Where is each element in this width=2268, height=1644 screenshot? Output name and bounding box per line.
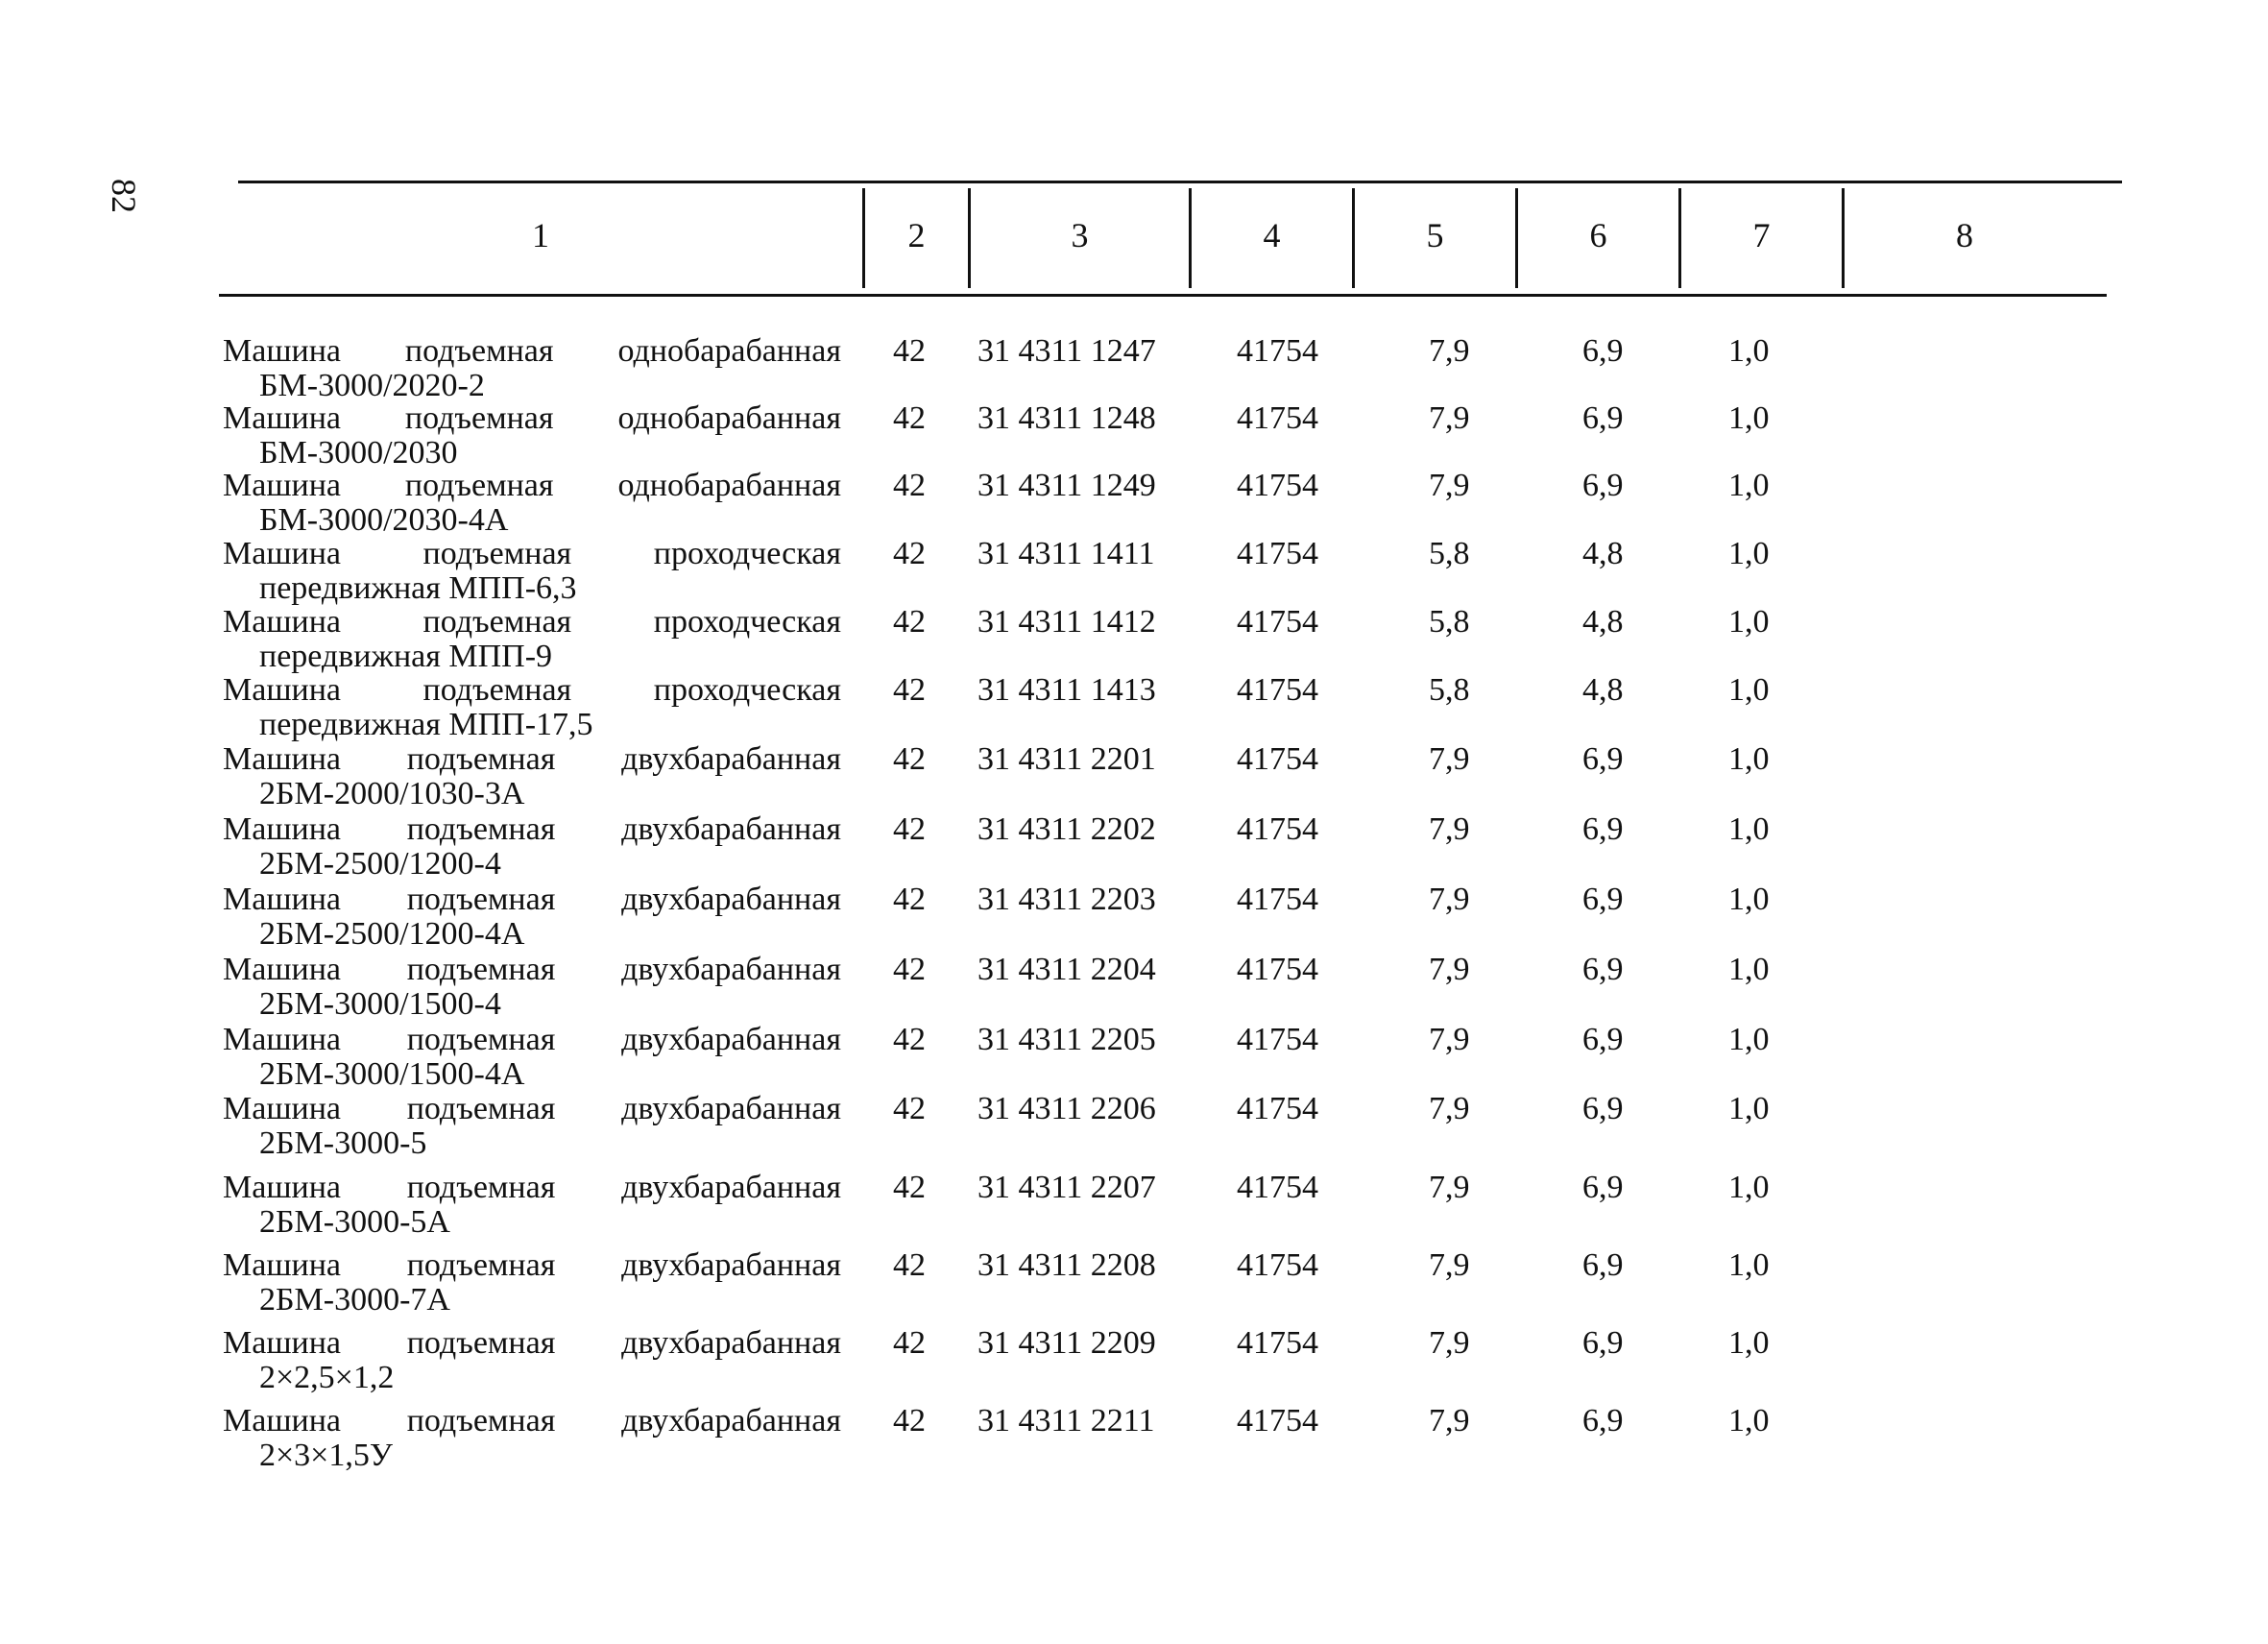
cell-col-6: 6,9 xyxy=(1582,1091,1624,1126)
cell-col-2: 42 xyxy=(893,400,926,436)
cell-col-4: 41754 xyxy=(1237,1247,1318,1283)
name-word: подъемная xyxy=(404,400,554,436)
cell-col-3: 31 4311 2207 xyxy=(977,1170,1156,1205)
name-word: Машина xyxy=(223,536,341,571)
table-row xyxy=(0,469,2268,536)
header-col-4: 4 xyxy=(1263,216,1281,254)
cell-col-6: 6,9 xyxy=(1582,468,1624,503)
cell-col-7: 1,0 xyxy=(1728,952,1770,987)
name-word: проходческая xyxy=(653,536,841,571)
name-word: Машина xyxy=(223,741,341,777)
table-row xyxy=(0,673,2268,740)
cell-col-6: 6,9 xyxy=(1582,882,1624,917)
name-word: двухбарабанная xyxy=(621,1403,841,1438)
cell-col-7: 1,0 xyxy=(1728,1091,1770,1126)
name-word: подъемная xyxy=(406,1022,556,1057)
name-word: подъемная xyxy=(406,1403,556,1438)
name-word: двухбарабанная xyxy=(621,1091,841,1126)
cell-col-7: 1,0 xyxy=(1728,400,1770,436)
cell-col-4: 41754 xyxy=(1237,952,1318,987)
cell-col-6: 6,9 xyxy=(1582,952,1624,987)
cell-col-7: 1,0 xyxy=(1728,1170,1770,1205)
machine-name xyxy=(223,673,841,742)
cell-col-7: 1,0 xyxy=(1728,1403,1770,1438)
cell-col-5: 7,9 xyxy=(1429,952,1470,987)
cell-col-3: 31 4311 1249 xyxy=(977,468,1156,503)
name-word: Машина xyxy=(223,468,341,503)
machine-name xyxy=(223,812,841,882)
name-word: подъемная xyxy=(406,741,556,777)
table-row xyxy=(0,605,2268,672)
cell-col-6: 4,8 xyxy=(1582,536,1624,571)
cell-col-6: 4,8 xyxy=(1582,672,1624,708)
machine-name xyxy=(223,537,841,606)
cell-col-5: 7,9 xyxy=(1429,333,1470,369)
name-word: Машина xyxy=(223,811,341,847)
header-bottom-rule xyxy=(219,294,2107,297)
cell-col-5: 7,9 xyxy=(1429,1022,1470,1057)
name-word: двухбарабанная xyxy=(621,741,841,777)
cell-col-3: 31 4311 1248 xyxy=(977,400,1156,436)
cell-col-4: 41754 xyxy=(1237,604,1318,640)
cell-col-3: 31 4311 1413 xyxy=(977,672,1156,708)
name-word: двухбарабанная xyxy=(621,811,841,847)
name-word: подъемная xyxy=(404,468,554,503)
machine-model: 2БМ-3000-5 xyxy=(259,1125,427,1161)
cell-col-7: 1,0 xyxy=(1728,672,1770,708)
cell-col-6: 6,9 xyxy=(1582,1403,1624,1438)
name-word: двухбарабанная xyxy=(621,1170,841,1205)
cell-col-2: 42 xyxy=(893,1091,926,1126)
cell-col-4: 41754 xyxy=(1237,811,1318,847)
cell-col-4: 41754 xyxy=(1237,333,1318,369)
page-number: 82 xyxy=(105,179,143,213)
cell-col-3: 31 4311 1411 xyxy=(977,536,1155,571)
machine-model: передвижная МПП-17,5 xyxy=(259,707,593,742)
cell-col-5: 5,8 xyxy=(1429,536,1470,571)
cell-col-2: 42 xyxy=(893,604,926,640)
machine-model: 2×2,5×1,2 xyxy=(259,1360,395,1395)
table-row xyxy=(0,1023,2268,1090)
table-top-rule xyxy=(238,181,2122,183)
name-word: подъемная xyxy=(422,536,572,571)
cell-col-6: 4,8 xyxy=(1582,604,1624,640)
cell-col-6: 6,9 xyxy=(1582,1325,1624,1361)
machine-name xyxy=(223,1171,841,1240)
cell-col-2: 42 xyxy=(893,952,926,987)
cell-col-5: 5,8 xyxy=(1429,672,1470,708)
cell-col-4: 41754 xyxy=(1237,1022,1318,1057)
machine-model: передвижная МПП-9 xyxy=(259,639,553,674)
name-word: подъемная xyxy=(406,1247,556,1283)
table-row xyxy=(0,1248,2268,1316)
cell-col-5: 7,9 xyxy=(1429,741,1470,777)
machine-model: 2×3×1,5У xyxy=(259,1438,393,1473)
cell-col-4: 41754 xyxy=(1237,1170,1318,1205)
cell-col-6: 6,9 xyxy=(1582,1170,1624,1205)
name-word: подъемная xyxy=(406,1091,556,1126)
cell-col-5: 7,9 xyxy=(1429,1170,1470,1205)
cell-col-5: 7,9 xyxy=(1429,1091,1470,1126)
cell-col-4: 41754 xyxy=(1237,741,1318,777)
machine-name xyxy=(223,742,841,811)
machine-name xyxy=(223,605,841,674)
cell-col-5: 7,9 xyxy=(1429,811,1470,847)
cell-col-3: 31 4311 2201 xyxy=(977,741,1156,777)
name-word: проходческая xyxy=(653,604,841,640)
name-word: Машина xyxy=(223,400,341,436)
header-col-7: 7 xyxy=(1752,216,1771,254)
cell-col-2: 42 xyxy=(893,882,926,917)
name-word: Машина xyxy=(223,1403,341,1438)
table-row xyxy=(0,1092,2268,1159)
name-word: двухбарабанная xyxy=(621,1325,841,1361)
machine-name xyxy=(223,1023,841,1092)
header-col-3: 3 xyxy=(1071,216,1089,254)
cell-col-7: 1,0 xyxy=(1728,536,1770,571)
name-word: Машина xyxy=(223,333,341,369)
table-row xyxy=(0,882,2268,950)
name-word: подъемная xyxy=(406,952,556,987)
cell-col-7: 1,0 xyxy=(1728,1022,1770,1057)
name-word: однобарабанная xyxy=(617,400,841,436)
cell-col-3: 31 4311 1247 xyxy=(977,333,1156,369)
machine-model: 2БМ-2500/1200-4 xyxy=(259,846,501,882)
table-row xyxy=(0,812,2268,880)
machine-name xyxy=(223,1326,841,1395)
cell-col-3: 31 4311 2208 xyxy=(977,1247,1156,1283)
name-word: Машина xyxy=(223,952,341,987)
header-col-2: 2 xyxy=(907,216,926,254)
cell-col-7: 1,0 xyxy=(1728,468,1770,503)
name-word: подъемная xyxy=(422,604,572,640)
machine-name xyxy=(223,334,841,403)
cell-col-4: 41754 xyxy=(1237,400,1318,436)
header-col-1: 1 xyxy=(532,216,549,254)
cell-col-2: 42 xyxy=(893,672,926,708)
name-word: двухбарабанная xyxy=(621,882,841,917)
cell-col-3: 31 4311 1412 xyxy=(977,604,1156,640)
machine-name xyxy=(223,469,841,538)
cell-col-5: 5,8 xyxy=(1429,604,1470,640)
cell-col-6: 6,9 xyxy=(1582,400,1624,436)
cell-col-2: 42 xyxy=(893,1325,926,1361)
name-word: проходческая xyxy=(653,672,841,708)
name-word: подъемная xyxy=(406,811,556,847)
table-row xyxy=(0,1326,2268,1393)
table-row xyxy=(0,953,2268,1020)
cell-col-3: 31 4311 2209 xyxy=(977,1325,1156,1361)
cell-col-4: 41754 xyxy=(1237,536,1318,571)
name-word: Машина xyxy=(223,1247,341,1283)
cell-col-4: 41754 xyxy=(1237,1325,1318,1361)
name-word: подъемная xyxy=(406,1170,556,1205)
machine-model: 2БМ-2500/1200-4А xyxy=(259,916,525,952)
machine-model: БМ-3000/2020-2 xyxy=(259,368,485,403)
machine-name xyxy=(223,1248,841,1318)
cell-col-2: 42 xyxy=(893,1170,926,1205)
machine-model: БМ-3000/2030 xyxy=(259,435,458,471)
cell-col-3: 31 4311 2204 xyxy=(977,952,1156,987)
cell-col-5: 7,9 xyxy=(1429,1403,1470,1438)
cell-col-2: 42 xyxy=(893,741,926,777)
machine-name xyxy=(223,1404,841,1473)
cell-col-6: 6,9 xyxy=(1582,741,1624,777)
machine-model: передвижная МПП-6,3 xyxy=(259,570,577,606)
cell-col-6: 6,9 xyxy=(1582,333,1624,369)
cell-col-2: 42 xyxy=(893,1247,926,1283)
machine-name xyxy=(223,953,841,1022)
cell-col-6: 6,9 xyxy=(1582,811,1624,847)
table-row xyxy=(0,1404,2268,1471)
machine-model: 2БМ-2000/1030-3А xyxy=(259,776,525,811)
cell-col-5: 7,9 xyxy=(1429,400,1470,436)
machine-model: 2БМ-3000/1500-4А xyxy=(259,1056,525,1092)
cell-col-2: 42 xyxy=(893,1403,926,1438)
name-word: двухбарабанная xyxy=(621,1022,841,1057)
name-word: Машина xyxy=(223,882,341,917)
cell-col-4: 41754 xyxy=(1237,882,1318,917)
name-word: подъемная xyxy=(406,1325,556,1361)
cell-col-5: 7,9 xyxy=(1429,1325,1470,1361)
name-word: однобарабанная xyxy=(617,333,841,369)
cell-col-3: 31 4311 2211 xyxy=(977,1403,1155,1438)
cell-col-6: 6,9 xyxy=(1582,1247,1624,1283)
cell-col-6: 6,9 xyxy=(1582,1022,1624,1057)
cell-col-7: 1,0 xyxy=(1728,1247,1770,1283)
cell-col-2: 42 xyxy=(893,333,926,369)
cell-col-7: 1,0 xyxy=(1728,811,1770,847)
machine-model: 2БМ-3000-7А xyxy=(259,1282,450,1318)
cell-col-4: 41754 xyxy=(1237,1091,1318,1126)
name-word: Машина xyxy=(223,1022,341,1057)
cell-col-2: 42 xyxy=(893,811,926,847)
machine-model: БМ-3000/2030-4А xyxy=(259,502,509,538)
header-col-8: 8 xyxy=(1956,216,1973,254)
name-word: Машина xyxy=(223,1170,341,1205)
cell-col-4: 41754 xyxy=(1237,1403,1318,1438)
cell-col-4: 41754 xyxy=(1237,468,1318,503)
name-word: однобарабанная xyxy=(617,468,841,503)
table-row xyxy=(0,1171,2268,1238)
table-row xyxy=(0,334,2268,401)
name-word: двухбарабанная xyxy=(621,952,841,987)
cell-col-2: 42 xyxy=(893,536,926,571)
cell-col-7: 1,0 xyxy=(1728,604,1770,640)
table-row xyxy=(0,537,2268,604)
cell-col-7: 1,0 xyxy=(1728,882,1770,917)
machine-model: 2БМ-3000-5А xyxy=(259,1204,450,1240)
name-word: Машина xyxy=(223,604,341,640)
header-col-5: 5 xyxy=(1426,216,1444,254)
cell-col-7: 1,0 xyxy=(1728,741,1770,777)
name-word: подъемная xyxy=(422,672,572,708)
cell-col-3: 31 4311 2202 xyxy=(977,811,1156,847)
header-col-6: 6 xyxy=(1589,216,1607,254)
name-word: Машина xyxy=(223,672,341,708)
cell-col-5: 7,9 xyxy=(1429,468,1470,503)
name-word: подъемная xyxy=(406,882,556,917)
cell-col-5: 7,9 xyxy=(1429,1247,1470,1283)
machine-name xyxy=(223,401,841,471)
cell-col-2: 42 xyxy=(893,1022,926,1057)
cell-col-2: 42 xyxy=(893,468,926,503)
table-row xyxy=(0,401,2268,469)
machine-model: 2БМ-3000/1500-4 xyxy=(259,986,501,1022)
machine-name xyxy=(223,882,841,952)
table-row xyxy=(0,742,2268,810)
cell-col-5: 7,9 xyxy=(1429,882,1470,917)
cell-col-3: 31 4311 2205 xyxy=(977,1022,1156,1057)
name-word: Машина xyxy=(223,1091,341,1126)
cell-col-3: 31 4311 2206 xyxy=(977,1091,1156,1126)
name-word: Машина xyxy=(223,1325,341,1361)
machine-name xyxy=(223,1092,841,1161)
cell-col-7: 1,0 xyxy=(1728,333,1770,369)
cell-col-4: 41754 xyxy=(1237,672,1318,708)
name-word: подъемная xyxy=(404,333,554,369)
name-word: двухбарабанная xyxy=(621,1247,841,1283)
cell-col-3: 31 4311 2203 xyxy=(977,882,1156,917)
cell-col-7: 1,0 xyxy=(1728,1325,1770,1361)
